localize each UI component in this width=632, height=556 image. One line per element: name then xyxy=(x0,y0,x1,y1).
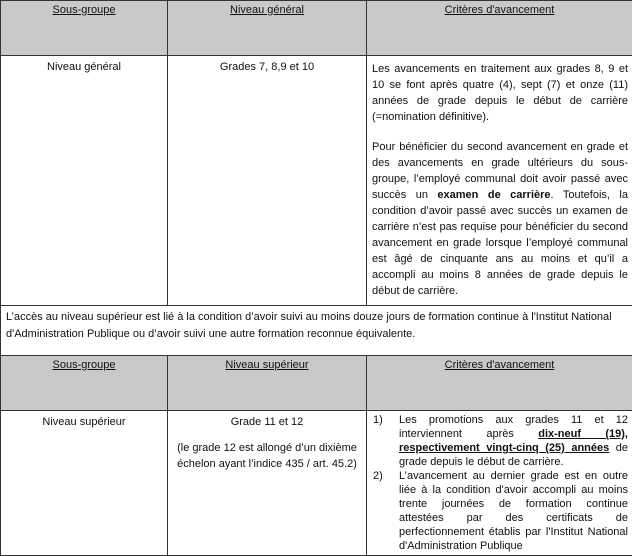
t2-header-row xyxy=(1,356,632,411)
item-number: 1) xyxy=(367,413,399,469)
list-item xyxy=(367,413,628,469)
criteres-paragraph-2 xyxy=(372,139,628,299)
underlined-text: dix-neuf (19), respectivement vingt-cinq (25) années xyxy=(399,428,628,454)
text: Les promotions aux grades 11 et 12 interviennent après xyxy=(399,414,628,440)
header-label: Critères d'avancement xyxy=(367,356,632,371)
t1-header-criteres xyxy=(367,1,632,56)
note-cell: L’accès au niveau supérieur est lié à la condition d’avoir suivi au moins douze jours de formation continue à l'Institut National d'Administration Publique ou d’avoir suivi une autre formation reconnue équivalente. xyxy=(1,306,632,356)
bold-text: examen de carrière xyxy=(437,189,550,201)
t1-cell-criteres xyxy=(367,56,632,306)
header-label: Sous-groupe xyxy=(1,356,167,371)
text: Pour bénéficier du second avancement en grade et des avancements en grade ultérieurs du sous-groupe, l’employé communal doit avoir passé avec succès un xyxy=(372,141,628,201)
header-label: Niveau général xyxy=(168,1,366,16)
t2-data-row xyxy=(1,411,632,556)
item-text xyxy=(399,413,628,469)
t1-header-niveau xyxy=(168,1,367,56)
t2-cell-sous-groupe: Niveau supérieur xyxy=(1,411,168,556)
niveau-note: (le grade 12 est allongé d’un dixième échelon ayant l’indice 435 / art. 45.2) xyxy=(176,440,358,472)
t1-header-sous-groupe xyxy=(1,1,168,56)
list-item xyxy=(367,469,628,553)
t1-cell-sous-groupe: Niveau général xyxy=(1,56,168,306)
t1-data-row xyxy=(1,56,632,306)
t2-header-niveau xyxy=(168,356,367,411)
text: . Toutefois, la condition d’avoir passé avec succès un examen de carrière n’est pas requise pour bénéficier du second avancement en grade lorsque l’employé communal est âgé de cinquante ans au moins et qu’il a accompli au moins 8 années de grade depuis le début de carrière. xyxy=(372,189,628,297)
header-label: Sous-groupe xyxy=(1,1,167,16)
t2-cell-criteres xyxy=(367,411,632,556)
t1-header-row xyxy=(1,1,632,56)
item-number: 2) xyxy=(367,469,399,553)
criteres-paragraph-1: Les avancements en traitement aux grades 8, 9 et 10 se font après quatre (4), sept (7) et onze (11) années de grade depuis le début de carrière (=nomination définitive). xyxy=(372,61,628,125)
header-label: Critères d'avancement xyxy=(367,1,632,16)
text: de grade depuis le début de carrière. xyxy=(399,442,628,468)
t2-header-criteres xyxy=(367,356,632,411)
item-text: L’avancement au dernier grade est en outre liée à la condition d'avoir accompli au moins trente journées de formation continue attestées par des certificats de perfectionnement établis par l'Institut National d'Administration Publique xyxy=(399,469,628,553)
header-label: Niveau supérieur xyxy=(168,356,366,371)
note-row xyxy=(1,306,632,356)
t1-cell-niveau: Grades 7, 8,9 et 10 xyxy=(168,56,367,306)
niveau-grades: Grade 11 et 12 xyxy=(168,416,366,428)
t2-header-sous-groupe xyxy=(1,356,168,411)
criteres-list xyxy=(367,411,632,555)
t2-cell-niveau xyxy=(168,411,367,556)
